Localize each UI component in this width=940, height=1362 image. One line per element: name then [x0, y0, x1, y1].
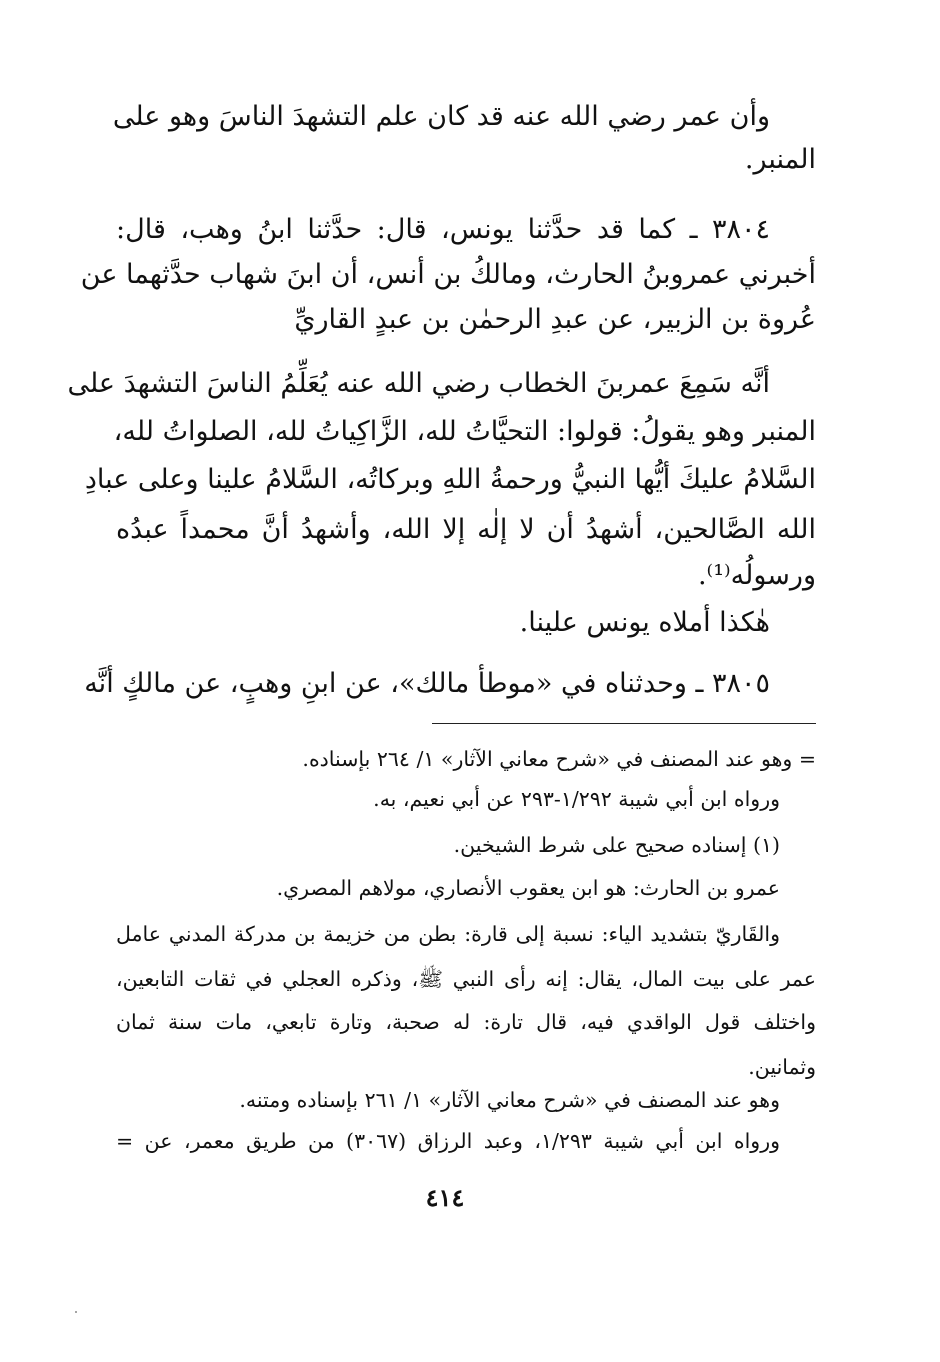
text-line: وأن عمر رضي الله عنه قد كان علم التشهدَ الناسَ وهو على [112, 101, 770, 132]
text-line: ورسولُه⁽¹⁾. [697, 560, 816, 591]
hadith-3804-start: ٣٨٠٤ ـ كما قد حدَّثنا يونس، قال: حدَّثنا ابنُ وهب، قال: [116, 214, 770, 245]
page-number: ٤١٤ [425, 1183, 465, 1212]
text-line: السَّلامُ عليكَ أيُّها النبيُّ ورحمةُ اللهِ وبركاتُه، السَّلامُ علينا وعلى عبادِ [84, 464, 816, 495]
footnote-line: عمرو بن الحارث: هو ابن يعقوب الأنصاري، مولاهم المصري. [276, 876, 780, 900]
hadith-3805-start: ٣٨٠٥ ـ وحدثناه في «موطأ مالك»، عن ابنِ وهبٍ، عن مالكٍ أنَّه [84, 668, 770, 699]
text-line: المنبر. [744, 144, 816, 175]
text-line: عُروة بن الزبير، عن عبدِ الرحمٰن بن عبدٍ القاريِّ [294, 304, 816, 335]
footnote-line: وثمانين. [748, 1055, 816, 1079]
text-line: أنَّه سَمِعَ عمربنَ الخطاب رضي الله عنه يُعَلِّمُ الناسَ التشهدَ على [67, 368, 770, 399]
footnote-divider [432, 723, 816, 724]
footnote-line: عمر على بيت المال، يقال: إنه رأى النبي ﷺ، وذكره العجلي في ثقات التابعين، [116, 967, 816, 991]
footnote-line: وهو عند المصنف في «شرح معاني الآثار» ١/ ٢٦١ بإسناده ومتنه. [239, 1088, 780, 1112]
text-line: الله الصَّالحين، أشهدُ أن لا إلٰه إلا الله، وأشهدُ أنَّ محمداً عبدُه [116, 514, 816, 545]
scan-speck [75, 1311, 77, 1313]
footnote-line: واختلف قول الواقدي فيه، قال تارة: له صحبة، وتارة تابعي، مات سنة ثمان [116, 1010, 816, 1034]
text-line: المنبر وهو يقولُ: قولوا: التحيَّاتُ لله، الزَّاكِياتُ لله، الصلواتُ لله، [113, 416, 816, 447]
footnote-line: والقَاريّ بتشديد الياء: نسبة إلى قارة: بطن من خزيمة بن مدركة المدني عامل [116, 922, 780, 946]
text-line: هٰكذا أملاه يونس علينا. [519, 607, 770, 638]
footnote-line: ورواه ابن أبي شيبة ١/٢٩٣، وعبد الرزاق (٣٠٦٧) من طريق معمر، عن = [116, 1129, 781, 1153]
text-line: أخبرني عمروبنُ الحارث، ومالكُ بن أنس، أن ابنَ شهاب حدَّثهما عن [80, 259, 816, 290]
footnote-line: ورواه ابن أبي شيبة ١/٢٩٢-٢٩٣ عن أبي نعيم، به. [373, 787, 780, 811]
footnote-1: (١) إسناده صحيح على شرط الشيخين. [453, 833, 780, 857]
footnote-line: = وهو عند المصنف في «شرح معاني الآثار» ١/ ٢٦٤ بإسناده. [302, 747, 816, 771]
